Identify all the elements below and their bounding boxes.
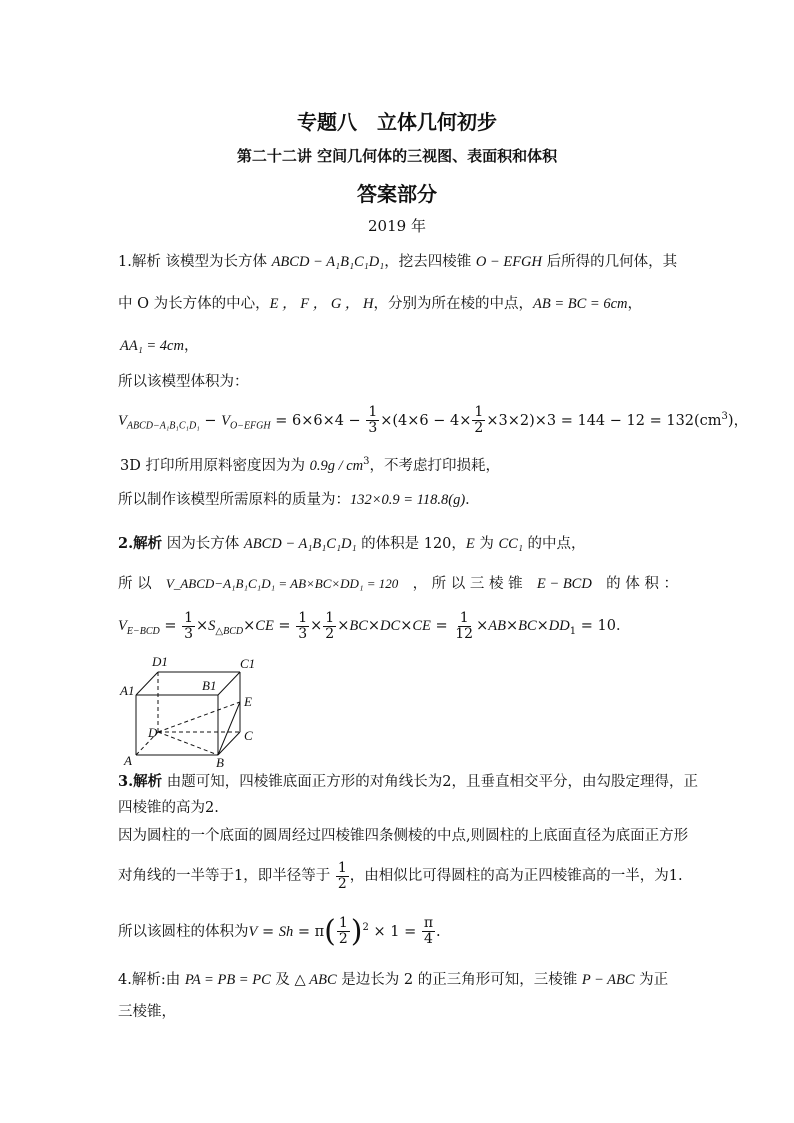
q3-line-1: 3.解析 由题可知，四棱锥底面正方形的对角线长为2，且垂直相交平分，由勾股定理得，正 <box>118 773 698 790</box>
cuboid-figure <box>118 650 268 770</box>
label-E: E <box>244 694 252 709</box>
q2-line-2: 所 以 V_ABCD−A₁B₁C₁D₁ = AB×BC×DD₁ = 120 ， 所 以 三 棱 锥 E − BCD 的 体 积 ： <box>118 576 678 592</box>
q2-volume-formula: $V_{E-BCD}$ = $\frac{1}{3}$ $\times S_{\triangle BCD}\times CE$ = $\frac{1}{3}$ × $\frac{1}{2}$ ×BC×DC×CE = $\frac{1}{12}$ $\times AB\times BC\times DD_1 = 10$． <box>118 609 631 642</box>
q1-pyramid: O − EFGH <box>475 254 542 270</box>
q1-volume-formula: $V_{ABCD-A_1B_1C_1D_1} - V_{O-EFGH} = 6\times 6\times 4$ − $\frac{1}{3}$ ×(4×6 − 4× $\frac{1}{2}$ $\times 3\times 2)\times 3 = 144 - 12 = 132(cm^3)$， <box>118 404 749 437</box>
q1-line-3: AA₁ = 4cm， <box>120 338 199 354</box>
year-heading: 2019 年 <box>368 217 426 235</box>
label-D: D <box>148 725 158 740</box>
q2-line-1: 2.解析 因为长方体 ABCD − A₁B₁C₁D₁ 的体积是 120，E 为 CC₁ 的中点， <box>118 535 586 552</box>
label-B1: B1 <box>202 678 217 693</box>
q1-line-7: 所以制作该模型所需原料的质量为：132×0.9 = 118.8(g)． <box>118 492 480 508</box>
q1-cuboid: ABCD − A₁B₁C₁D₁ <box>271 254 385 270</box>
q2-label: 2.解析 <box>118 535 163 552</box>
section-heading: 答案部分 <box>357 182 437 206</box>
label-A1: A1 <box>120 683 135 698</box>
q1-midpoints: E ， F ， G ， H <box>269 296 374 312</box>
q1-mass: 132×0.9 = 118.8(g) <box>350 492 466 508</box>
q4-line-2: 三棱锥， <box>118 1004 176 1020</box>
q4-label: 4.解析: <box>118 972 166 988</box>
q1-line-2: 中 O 为长方体的中心，E ， F ， G ， H，分别为所在棱的中点，AB = BC = 6cm， <box>118 296 643 312</box>
q3-label: 3.解析 <box>118 773 163 790</box>
label-C1: C1 <box>240 656 256 671</box>
q1-edge-length: AB = BC = 6cm <box>533 296 628 312</box>
q1-height: AA₁ = 4cm <box>120 338 184 354</box>
q3-line-5: 所以该圆柱的体积为V = Sh = π( $\frac{1}{2}$ )$^2$ × 1 = $\frac{\pi}{4}$ . <box>118 913 441 949</box>
lecture-subtitle: 第二十二讲 空间几何体的三视图、表面积和体积 <box>236 147 558 165</box>
q1-line-4: 所以该模型体积为： <box>118 374 249 390</box>
q4-line-1: 4.解析:由 PA = PB = PC 及 △ ABC 是边长为 2 的正三角形可知，三棱锥 P − ABC 为正 <box>118 972 669 988</box>
label-D1: D1 <box>152 654 168 669</box>
q1-label: 1.解析 <box>118 254 161 270</box>
q1-line-1: 1.解析 该模型为长方体 ABCD − A₁B₁C₁D₁，挖去四棱锥 O − EFGH 后所得的几何体，其 <box>118 254 678 270</box>
q3-line-4: 对角线的一半等于1，即半径等于 $\frac{1}{2}$ ，由相似比可得圆柱的高为正四棱锥高的一半，为1. <box>118 859 683 892</box>
label-C: C <box>244 728 253 743</box>
page-title: 专题八 立体几何初步 <box>297 110 497 134</box>
label-B: B <box>216 755 224 770</box>
q1-density: 0.9g / cm <box>309 457 364 474</box>
label-A: A <box>124 753 132 768</box>
q1-line-6: 3D 打印所用原料密度因为为 $0.9g / cm^3$，不考虑打印损耗， <box>120 456 501 474</box>
q3-line-2: 四棱锥的高为2. <box>118 800 219 816</box>
q3-line-3: 因为圆柱的一个底面的圆周经过四棱锥四条侧棱的中点,则圆柱的上底面直径为底面正方形 <box>118 828 689 844</box>
